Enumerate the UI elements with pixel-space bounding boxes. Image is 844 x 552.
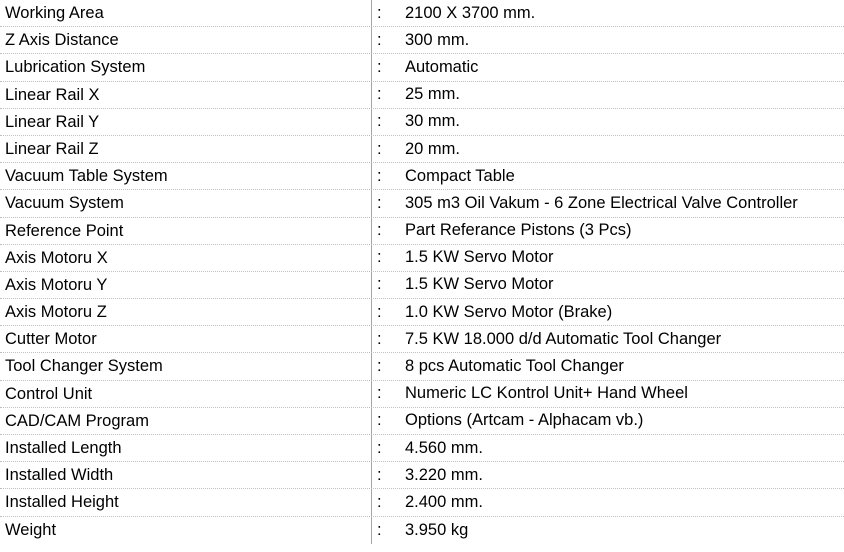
spec-separator: : bbox=[377, 520, 382, 539]
spec-separator: : bbox=[377, 492, 382, 511]
spec-row-cad-cam-program bbox=[0, 408, 844, 435]
spec-separator: : bbox=[377, 166, 382, 185]
spec-value: 20 mm. bbox=[405, 139, 461, 158]
spec-separator: : bbox=[377, 384, 382, 403]
spec-label: Control Unit bbox=[0, 381, 372, 407]
spec-label: Linear Rail Y bbox=[0, 109, 372, 135]
spec-label: Installed Width bbox=[0, 462, 372, 488]
spec-row-z-axis-distance bbox=[0, 27, 844, 54]
spec-value: 3.950 kg bbox=[405, 520, 469, 539]
spec-row-vacuum-system bbox=[0, 190, 844, 217]
spec-label: Linear Rail X bbox=[0, 82, 372, 108]
spec-row-lubrication-system bbox=[0, 54, 844, 81]
spec-value: 2.400 mm. bbox=[405, 492, 483, 511]
spec-row-linear-rail-z bbox=[0, 136, 844, 163]
spec-separator: : bbox=[377, 329, 382, 348]
spec-row-weight bbox=[0, 517, 844, 544]
spec-separator: : bbox=[377, 193, 382, 212]
spec-value: 300 mm. bbox=[405, 30, 470, 49]
spec-row-linear-rail-y bbox=[0, 109, 844, 136]
spec-separator: : bbox=[377, 302, 382, 321]
spec-value: 1.5 KW Servo Motor bbox=[405, 248, 554, 267]
spec-separator: : bbox=[377, 357, 382, 376]
spec-row-working-area bbox=[0, 0, 844, 27]
spec-label: Axis Motoru Y bbox=[0, 272, 372, 298]
spec-row-installed-length bbox=[0, 435, 844, 462]
spec-label: Cutter Motor bbox=[0, 326, 372, 352]
spec-separator: : bbox=[377, 30, 382, 49]
spec-label: Axis Motoru Z bbox=[0, 299, 372, 325]
spec-row-installed-height bbox=[0, 489, 844, 516]
spec-label: Vacuum System bbox=[0, 190, 372, 216]
spec-label: CAD/CAM Program bbox=[0, 408, 372, 434]
spec-label: Z Axis Distance bbox=[0, 27, 372, 53]
spec-label: Working Area bbox=[0, 0, 372, 26]
spec-value: Part Referance Pistons (3 Pcs) bbox=[405, 221, 632, 240]
spec-row-tool-changer-system bbox=[0, 353, 844, 380]
spec-value: 30 mm. bbox=[405, 112, 461, 131]
spec-value: 8 pcs Automatic Tool Changer bbox=[405, 357, 624, 376]
spec-value: 3.220 mm. bbox=[405, 465, 483, 484]
spec-row-vacuum-table-system bbox=[0, 163, 844, 190]
spec-label: Linear Rail Z bbox=[0, 136, 372, 162]
spec-separator: : bbox=[377, 139, 382, 158]
spec-separator: : bbox=[377, 221, 382, 240]
spec-label: Installed Height bbox=[0, 489, 372, 515]
spec-separator: : bbox=[377, 275, 382, 294]
spec-value: 4.560 mm. bbox=[405, 438, 483, 457]
spec-separator: : bbox=[377, 438, 382, 457]
spec-row-installed-width bbox=[0, 462, 844, 489]
spec-separator: : bbox=[377, 248, 382, 267]
spec-value: 2100 X 3700 mm. bbox=[405, 3, 536, 22]
spec-row-control-unit bbox=[0, 381, 844, 408]
spec-value: Automatic bbox=[405, 57, 479, 76]
spec-separator: : bbox=[377, 112, 382, 131]
spec-value: Numeric LC Kontrol Unit+ Hand Wheel bbox=[405, 384, 688, 403]
spec-value: 1.0 KW Servo Motor (Brake) bbox=[405, 302, 613, 321]
spec-separator: : bbox=[377, 411, 382, 430]
spec-row-axis-motoru-y bbox=[0, 272, 844, 299]
spec-label: Tool Changer System bbox=[0, 353, 372, 379]
spec-separator: : bbox=[377, 57, 382, 76]
spec-value: Compact Table bbox=[405, 166, 515, 185]
spec-label: Installed Length bbox=[0, 435, 372, 461]
spec-value: 305 m3 Oil Vakum - 6 Zone Electrical Valve Controller bbox=[405, 193, 798, 212]
spec-value: 7.5 KW 18.000 d/d Automatic Tool Changer bbox=[405, 329, 722, 348]
spec-separator: : bbox=[377, 465, 382, 484]
spec-row-axis-motoru-z bbox=[0, 299, 844, 326]
spec-label: Vacuum Table System bbox=[0, 163, 372, 189]
spec-row-cutter-motor bbox=[0, 326, 844, 353]
spec-label: Weight bbox=[0, 517, 372, 544]
spec-row-axis-motoru-x bbox=[0, 245, 844, 272]
spec-value: 25 mm. bbox=[405, 85, 461, 104]
spec-label: Reference Point bbox=[0, 218, 372, 244]
spec-separator: : bbox=[377, 85, 382, 104]
spec-row-reference-point bbox=[0, 218, 844, 245]
spec-value: 1.5 KW Servo Motor bbox=[405, 275, 554, 294]
spec-value: Options (Artcam - Alphacam vb.) bbox=[405, 411, 644, 430]
spec-label: Axis Motoru X bbox=[0, 245, 372, 271]
spec-separator: : bbox=[377, 3, 382, 22]
spec-row-linear-rail-x bbox=[0, 82, 844, 109]
spec-label: Lubrication System bbox=[0, 54, 372, 80]
